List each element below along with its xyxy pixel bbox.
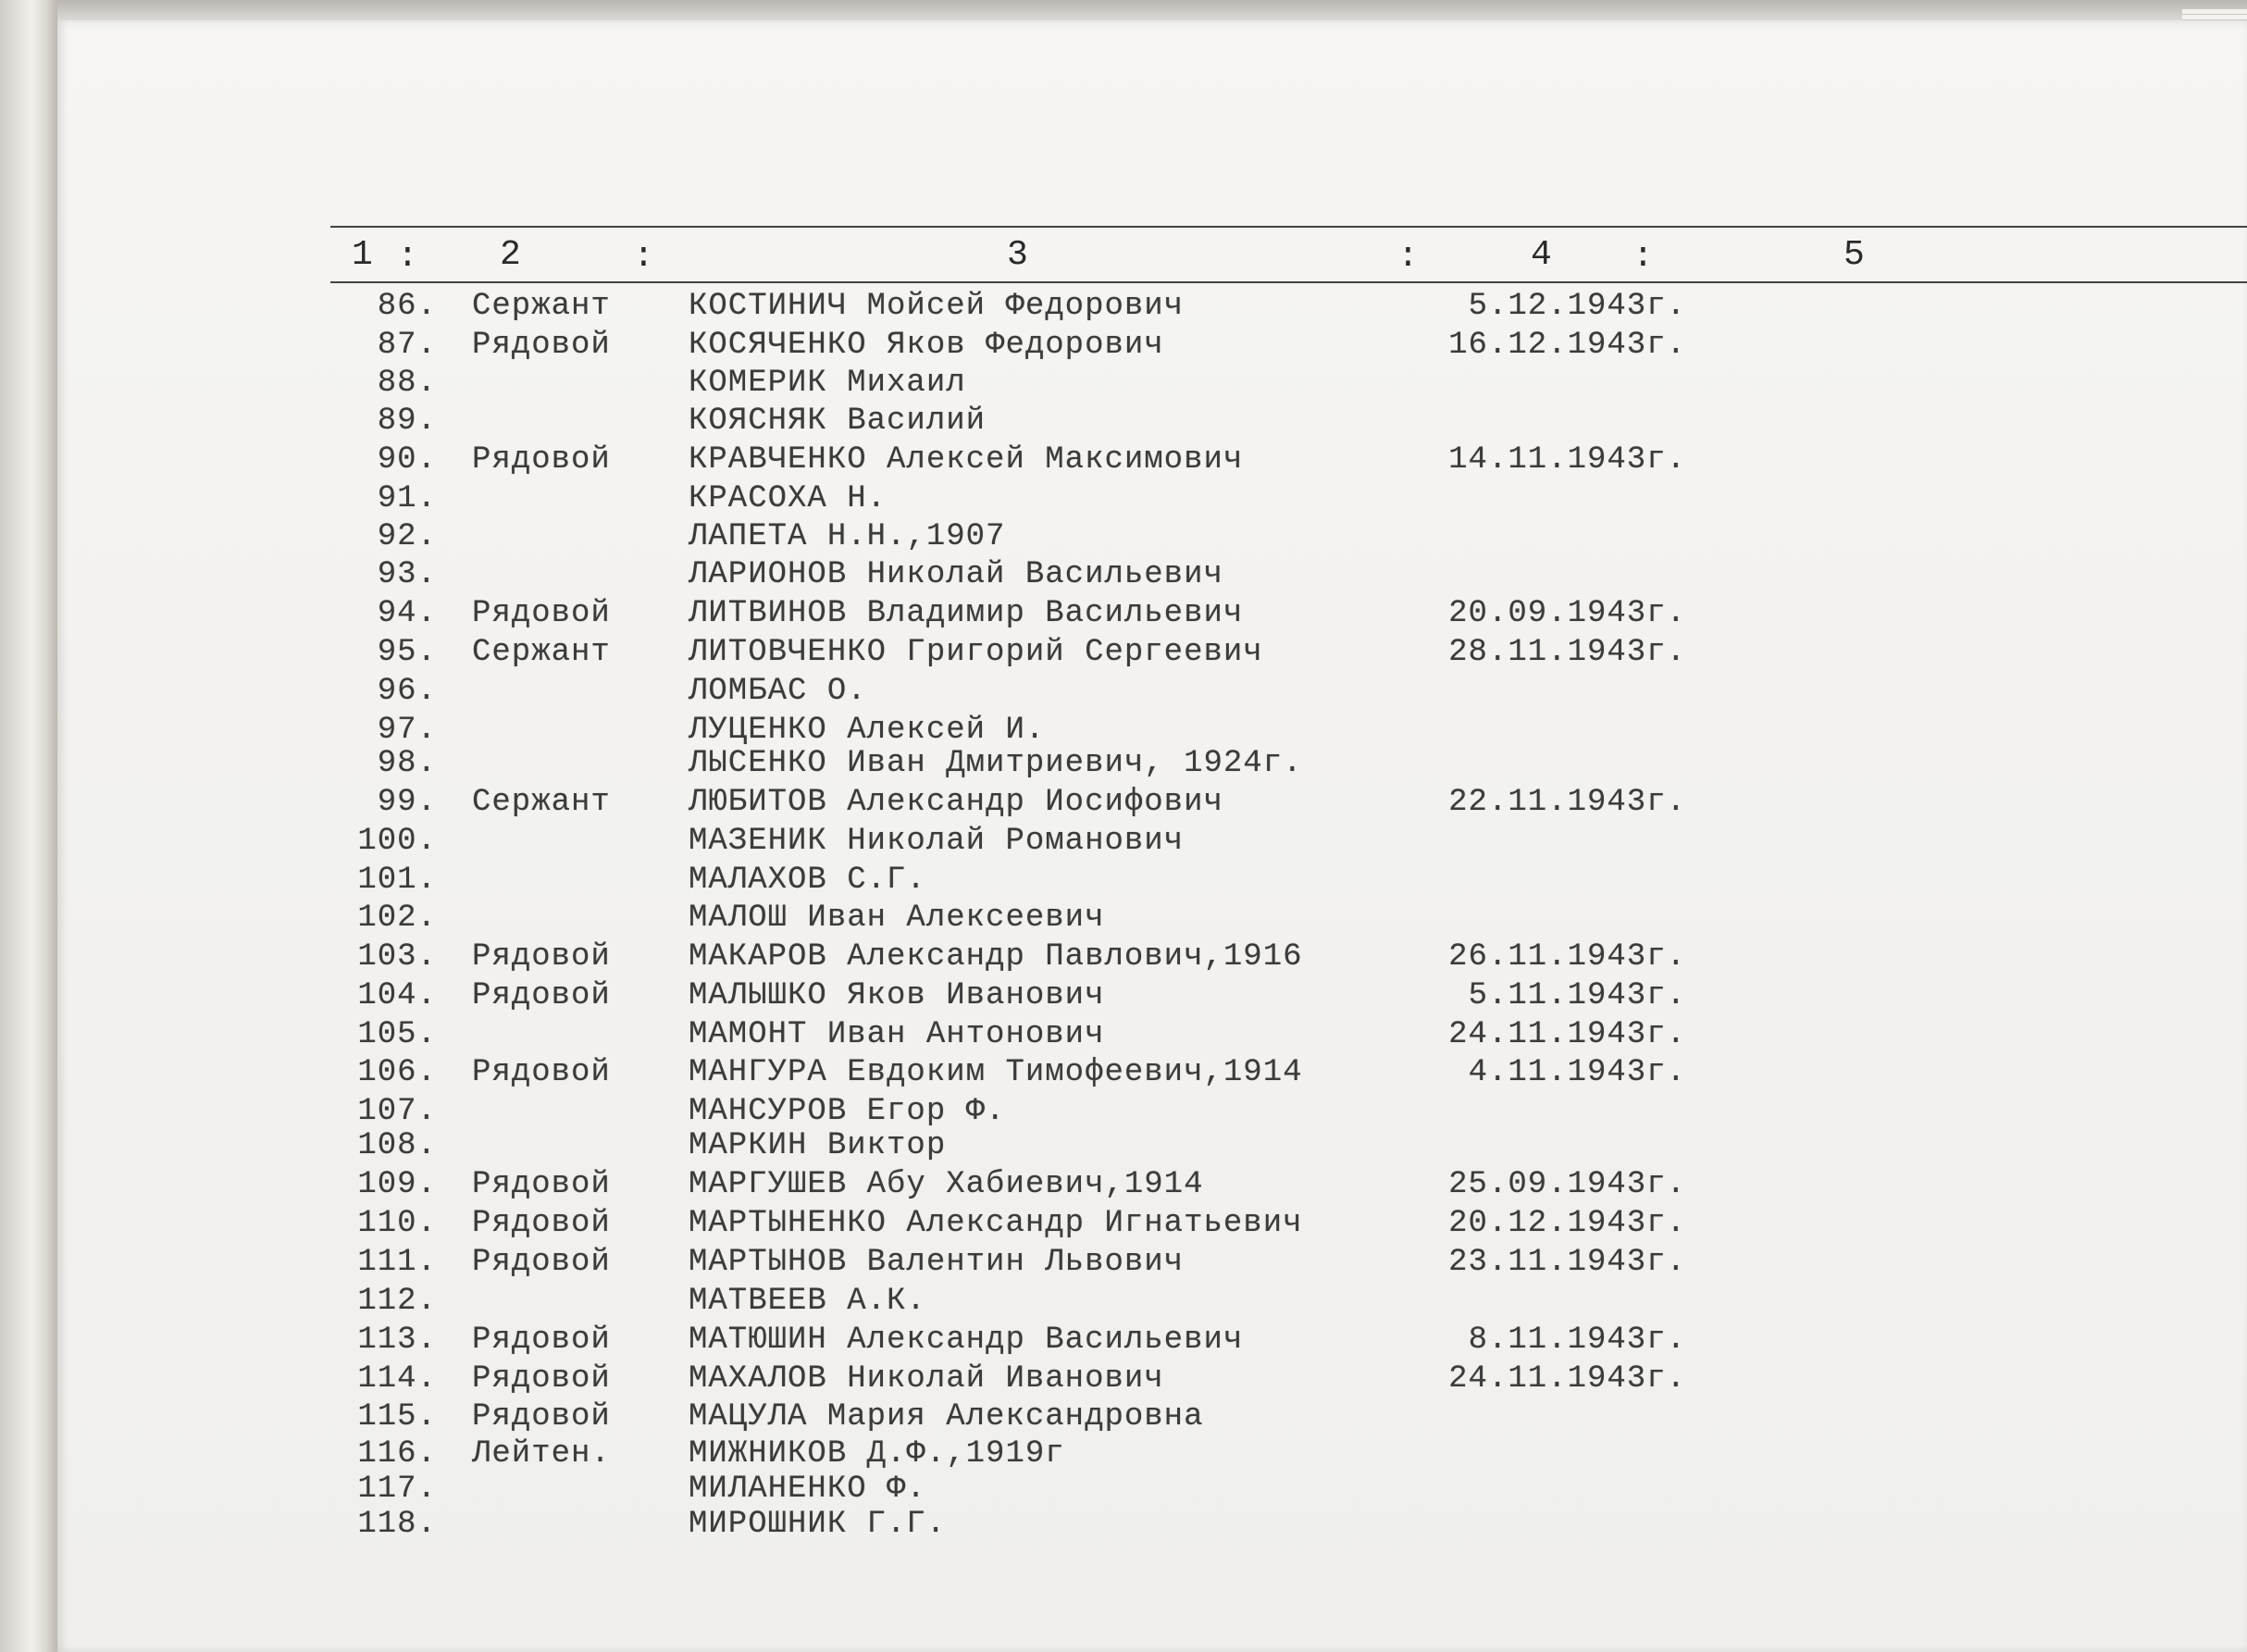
row-number: 88. — [377, 366, 437, 401]
document-page — [57, 20, 2247, 1652]
row-number: 90. — [377, 442, 437, 478]
row-number: 96. — [377, 674, 437, 709]
row-number: 105. — [357, 1017, 437, 1052]
table-row — [57, 1399, 2247, 1438]
row-name: МАЛАХОВ С.Г. — [689, 863, 926, 898]
table-row — [57, 1284, 2247, 1323]
row-rank: Рядовой — [472, 1245, 611, 1280]
row-name: МАРГУШЕВ Абу Хабиевич,1914 — [689, 1167, 1204, 1202]
row-name: ЛЫСЕНКО Иван Дмитриевич, 1924г. — [689, 746, 1303, 781]
row-name: КОМЕРИК Михаил — [689, 366, 966, 401]
row-name: МИЛАНЕНКО Ф. — [689, 1472, 926, 1507]
row-date: 8.11.1943г. — [1468, 1323, 1686, 1358]
table-row — [57, 1055, 2247, 1094]
column-separator: : — [633, 237, 654, 277]
row-rank: Рядовой — [472, 596, 611, 631]
column-header-4: 4 — [1531, 235, 1552, 275]
row-number: 118. — [357, 1507, 437, 1542]
row-number: 112. — [357, 1284, 437, 1319]
row-date: 20.12.1943г. — [1448, 1206, 1686, 1241]
row-name: МАТЮШИН Александр Васильевич — [689, 1323, 1244, 1358]
row-rank: Рядовой — [472, 1055, 611, 1090]
row-number: 91. — [377, 481, 437, 516]
table-row — [57, 863, 2247, 901]
row-name: МАКАРОВ Александр Павлович,1916 — [689, 939, 1303, 975]
row-number: 100. — [357, 824, 437, 859]
table-row — [57, 1017, 2247, 1056]
row-name: МАТВЕЕВ А.К. — [689, 1284, 926, 1319]
column-header-3: 3 — [1007, 235, 1028, 275]
row-name: МАЛЫШКО Яков Иванович — [689, 978, 1105, 1013]
row-number: 87. — [377, 328, 437, 363]
row-number: 113. — [357, 1323, 437, 1358]
row-number: 89. — [377, 404, 437, 439]
table-row — [57, 978, 2247, 1017]
row-number: 115. — [357, 1399, 437, 1435]
table-row — [57, 901, 2247, 939]
header-rule-top — [330, 226, 2247, 228]
row-number: 111. — [357, 1245, 437, 1280]
row-rank: Рядовой — [472, 1399, 611, 1435]
table-row — [57, 519, 2247, 558]
row-rank: Рядовой — [472, 328, 611, 363]
row-name: ЛИТВИНОВ Владимир Васильевич — [689, 596, 1244, 631]
row-date: 28.11.1943г. — [1448, 635, 1686, 670]
table-row — [57, 1323, 2247, 1361]
row-name: МАРТЫНОВ Валентин Львович — [689, 1245, 1185, 1280]
table-row — [57, 442, 2247, 481]
row-date: 24.11.1943г. — [1448, 1361, 1686, 1397]
table-row — [57, 1167, 2247, 1206]
row-name: МАРКИН Виктор — [689, 1128, 947, 1163]
table-row — [57, 1094, 2247, 1133]
row-date: 25.09.1943г. — [1448, 1167, 1686, 1202]
row-name: КОСТИНИЧ Мойсей Федорович — [689, 289, 1185, 324]
row-number: 99. — [377, 785, 437, 820]
table-row — [57, 1245, 2247, 1284]
row-name: КОСЯЧЕНКО Яков Федорович — [689, 328, 1164, 363]
table-row — [57, 366, 2247, 404]
row-name: ЛИТОВЧЕНКО Григорий Сергеевич — [689, 635, 1263, 670]
row-number: 97. — [377, 713, 437, 748]
table-row — [57, 939, 2247, 978]
table-row — [57, 328, 2247, 366]
row-number: 106. — [357, 1055, 437, 1090]
row-number: 102. — [357, 901, 437, 936]
row-number: 116. — [357, 1436, 437, 1472]
row-number: 110. — [357, 1206, 437, 1241]
row-name: МАНСУРОВ Егор Ф. — [689, 1094, 1006, 1129]
row-number: 103. — [357, 939, 437, 975]
column-separator: : — [1397, 237, 1419, 277]
row-name: КРАВЧЕНКО Алексей Максимович — [689, 442, 1244, 478]
row-rank: Рядовой — [472, 1323, 611, 1358]
book-binding — [0, 0, 57, 1652]
row-number: 94. — [377, 596, 437, 631]
row-number: 108. — [357, 1128, 437, 1163]
row-name: ЛОМБАС О. — [689, 674, 867, 709]
table-row — [57, 1436, 2247, 1475]
row-number: 92. — [377, 519, 437, 554]
row-name: МАЛОШ Иван Алексеевич — [689, 901, 1105, 936]
row-name: ЛАПЕТА Н.Н.,1907 — [689, 519, 1006, 554]
row-date: 24.11.1943г. — [1448, 1017, 1686, 1052]
row-rank: Рядовой — [472, 442, 611, 478]
row-name: ЛУЦЕНКО Алексей И. — [689, 713, 1046, 748]
table-row — [57, 289, 2247, 328]
row-date: 16.12.1943г. — [1448, 328, 1686, 363]
row-number: 95. — [377, 635, 437, 670]
row-name: КРАСОХА Н. — [689, 481, 888, 516]
table-row — [57, 824, 2247, 863]
row-name: МАЗЕНИК Николай Романович — [689, 824, 1185, 859]
row-date: 5.11.1943г. — [1468, 978, 1686, 1013]
table-row — [57, 785, 2247, 824]
table-row — [57, 557, 2247, 596]
row-rank: Рядовой — [472, 1206, 611, 1241]
row-rank: Сержант — [472, 289, 611, 324]
row-number: 98. — [377, 746, 437, 781]
row-name: МАРТЫНЕНКО Александр Игнатьевич — [689, 1206, 1303, 1241]
row-date: 4.11.1943г. — [1468, 1055, 1686, 1090]
row-rank: Рядовой — [472, 939, 611, 975]
column-header-1: 1 — [352, 235, 373, 275]
row-number: 107. — [357, 1094, 437, 1129]
row-date: 23.11.1943г. — [1448, 1245, 1686, 1280]
column-header-2: 2 — [500, 235, 521, 275]
row-date: 22.11.1943г. — [1448, 785, 1686, 820]
table-row — [57, 1507, 2247, 1546]
column-separator: : — [397, 237, 418, 277]
row-number: 86. — [377, 289, 437, 324]
row-rank: Рядовой — [472, 978, 611, 1013]
row-name: МАХАЛОВ Николай Иванович — [689, 1361, 1164, 1397]
column-header-5: 5 — [1844, 235, 1865, 275]
table-row — [57, 1206, 2247, 1245]
row-name: МАМОНТ Иван Антонович — [689, 1017, 1105, 1052]
row-number: 101. — [357, 863, 437, 898]
table-row — [57, 1361, 2247, 1400]
row-rank: Рядовой — [472, 1167, 611, 1202]
row-name: КОЯСНЯК Василий — [689, 404, 987, 439]
row-number: 109. — [357, 1167, 437, 1202]
row-name: МАНГУРА Евдоким Тимофеевич,1914 — [689, 1055, 1303, 1090]
table-row — [57, 1128, 2247, 1167]
table-row — [57, 596, 2247, 635]
row-rank: Рядовой — [472, 1361, 611, 1397]
table-row — [57, 1472, 2247, 1510]
row-date: 26.11.1943г. — [1448, 939, 1686, 975]
row-number: 114. — [357, 1361, 437, 1397]
row-name: ЛАРИОНОВ Николай Васильевич — [689, 557, 1223, 592]
row-name: МИРОШНИК Г.Г. — [689, 1507, 947, 1542]
column-separator: : — [1632, 237, 1654, 277]
row-number: 93. — [377, 557, 437, 592]
row-number: 117. — [357, 1472, 437, 1507]
row-name: ЛЮБИТОВ Александр Иосифович — [689, 785, 1223, 820]
table-row — [57, 481, 2247, 520]
row-name: МАЦУЛА Мария Александровна — [689, 1399, 1204, 1435]
row-date: 5.12.1943г. — [1468, 289, 1686, 324]
row-name: МИЖНИКОВ Д.Ф.,1919г — [689, 1436, 1065, 1472]
row-date: 20.09.1943г. — [1448, 596, 1686, 631]
row-rank: Лейтен. — [472, 1436, 611, 1472]
row-date: 14.11.1943г. — [1448, 442, 1686, 478]
table-row — [57, 635, 2247, 674]
table-row — [57, 674, 2247, 713]
table-row — [57, 746, 2247, 785]
row-rank: Сержант — [472, 635, 611, 670]
row-rank: Сержант — [472, 785, 611, 820]
table-row — [57, 404, 2247, 442]
header-rule-bottom — [330, 281, 2247, 283]
row-number: 104. — [357, 978, 437, 1013]
